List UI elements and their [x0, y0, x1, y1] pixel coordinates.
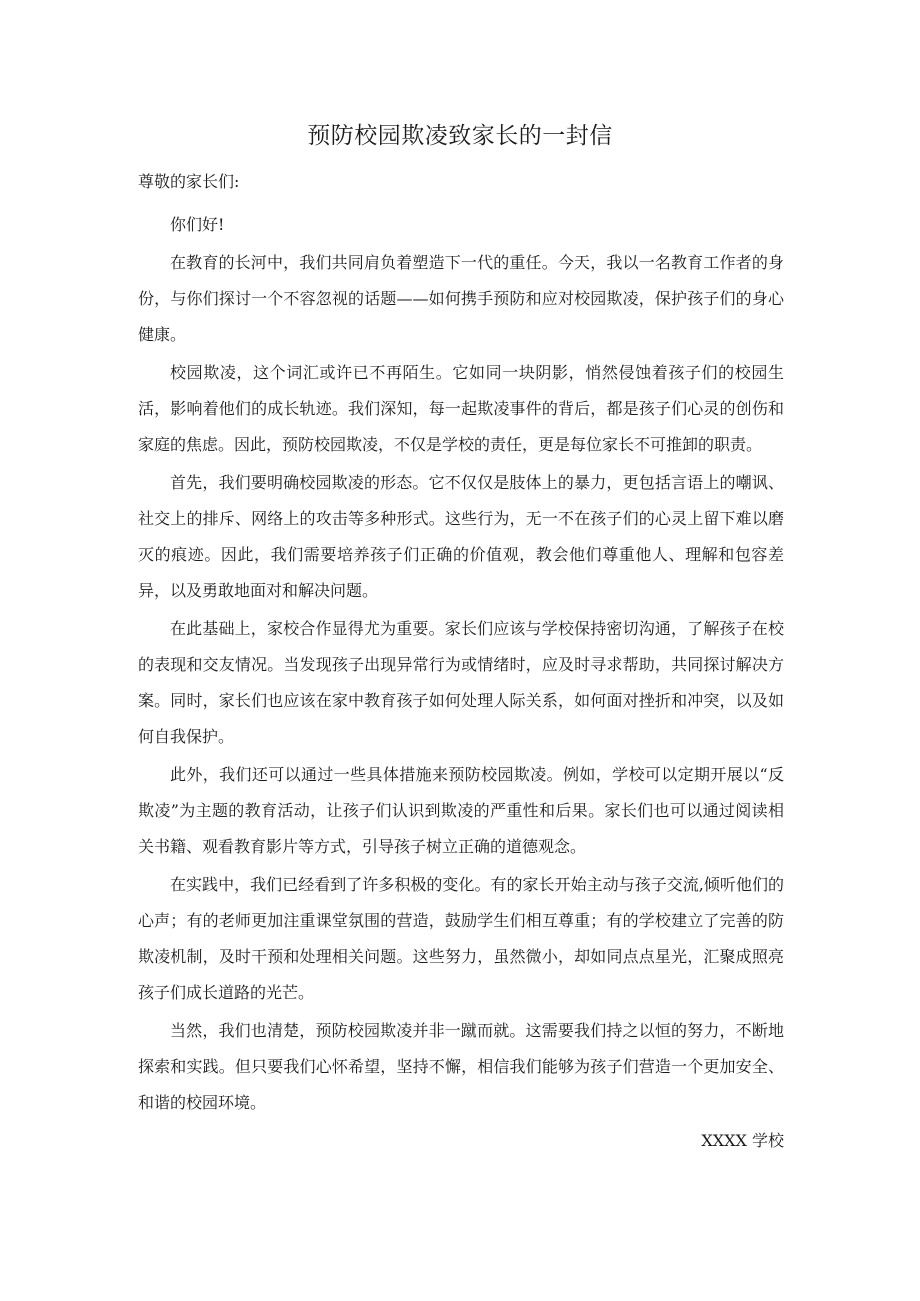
body-paragraph: 此外，我们还可以通过一些具体措施来预防校园欺凌。例如，学校可以定期开展以“反欺凌”为主题的教育活动，让孩子们认识到欺凌的严重性和后果。家长们也可以通过阅读相关书籍、观看教育影片等方式，引导孩子树立正确的道德观念。	[138, 765, 784, 856]
body-paragraph: 首先，我们要明确校园欺凌的形态。它不仅仅是肢体上的暴力，更包括言语上的嘲讽、社交上的排斥、网络上的攻击等多种形式。这些行为，无一不在孩子们的心灵上留下难以磨灭的痕迹。因此，我们需要培养孩子们正确的价值观，教会他们尊重他人、理解和包容差异，以及勇敢地面对和解决问题。	[138, 473, 784, 600]
page-title: 预防校园欺凌致家长的一封信	[307, 123, 613, 149]
body-paragraph: 在教育的长河中，我们共同肩负着塑造下一代的重任。今天，我以一名教育工作者的身份，与你们探讨一个不容忽视的话题——如何携手预防和应对校园欺凌，保护孩子们的身心健康。	[138, 253, 784, 344]
body-paragraph: 在实践中，我们已经看到了许多积极的变化。有的家长开始主动与孩子交流,倾听他们的心声；有的老师更加注重课堂氛围的营造，鼓励学生们相互尊重；有的学校建立了完善的防欺凌机制，及时干预和处理相关问题。这些努力，虽然微小，却如同点点星光，汇聚成照亮孩子们成长道路的光芒。	[138, 875, 784, 1002]
signature: XXXX 学校	[701, 1131, 784, 1150]
letter-body	[138, 207, 784, 1123]
salutation: 尊敬的家长们:	[138, 172, 240, 191]
body-paragraph: 在此基础上，家校合作显得尤为重要。家长们应该与学校保持密切沟通，了解孩子在校的表现和交友情况。当发现孩子出现异常行为或情绪时，应及时寻求帮助，共同探讨解决方案。同时，家长们也应该在家中教育孩子如何处理人际关系，如何面对挫折和冲突，以及如何自我保护。	[138, 619, 784, 746]
greeting-paragraph: 你们好!	[170, 215, 225, 234]
body-paragraph: 校园欺凌，这个词汇或许已不再陌生。它如同一块阴影，悄然侵蚀着孩子们的校园生活，影响着他们的成长轨迹。我们深知，每一起欺凌事件的背后，都是孩子们心灵的创伤和家庭的焦虑。因此，预防校园欺凌，不仅是学校的责任，更是每位家长不可推卸的职责。	[138, 363, 784, 454]
body-paragraph: 当然，我们也清楚，预防校园欺凌并非一蹴而就。这需要我们持之以恒的努力，不断地探索和实践。但只要我们心怀希望，坚持不懈，相信我们能够为孩子们营造一个更加安全、和谐的校园环境。	[138, 1021, 784, 1112]
